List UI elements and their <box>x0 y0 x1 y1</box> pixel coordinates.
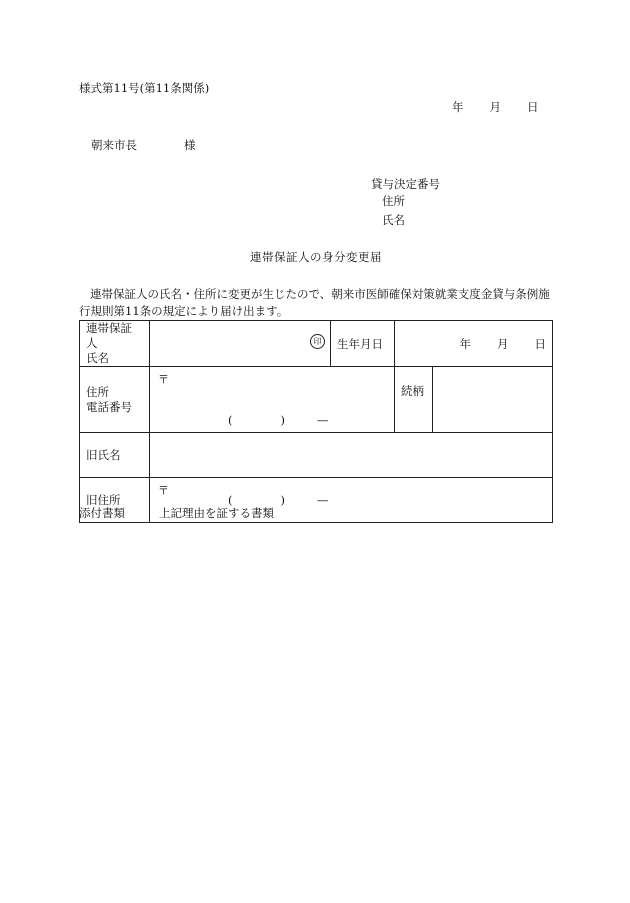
submission-date <box>452 99 539 115</box>
relationship-label: 続柄 <box>395 367 433 433</box>
tel-open-paren: ( <box>228 413 233 427</box>
seal-mark: 印 <box>310 334 325 349</box>
attachments-label: 添付書類 <box>79 506 125 520</box>
guarantor-label-line1: 連帯保証人 <box>86 321 132 350</box>
loan-decision-number-label: 貸与決定番号 <box>371 177 440 191</box>
former-address-label: 旧住所 <box>80 478 150 523</box>
former-tel-open-paren: ( <box>228 493 233 507</box>
dob-month: 月 <box>497 336 509 351</box>
former-name-input[interactable] <box>150 433 553 478</box>
applicant-name-label: 氏名 <box>382 213 405 227</box>
phone-number-field <box>228 413 329 427</box>
honorific: 様 <box>184 138 196 152</box>
body-paragraph: 連帯保証人の氏名・住所に変更が生じたので、朝来市医師確保対策就業支度金貸与条例施行規則第11条の規定により届け出ます。 <box>79 287 550 318</box>
dob-year: 年 <box>459 336 471 351</box>
attachment-document: 上記理由を証する書類 <box>159 506 274 520</box>
phone-label: 電話番号 <box>86 399 132 414</box>
address-label: 住所 <box>86 384 109 399</box>
guarantor-label-line2: 氏名 <box>86 351 109 365</box>
document-title: 連帯保証人の身分変更届 <box>250 250 382 264</box>
former-name-row <box>80 433 553 478</box>
former-postal-mark: 〒 <box>158 484 169 497</box>
former-name-label: 旧氏名 <box>80 433 150 478</box>
postal-mark: 〒 <box>158 373 169 386</box>
guarantor-name-row <box>80 321 553 367</box>
attachments <box>79 505 274 521</box>
guarantor-change-table <box>79 320 553 523</box>
body-text <box>79 286 554 320</box>
address-row <box>80 367 553 433</box>
dob-input[interactable] <box>395 321 553 367</box>
address-phone-input[interactable] <box>150 367 395 433</box>
addressee <box>91 137 196 153</box>
date-day: 日 <box>527 100 539 114</box>
guarantor-name-input[interactable] <box>150 321 331 367</box>
date-month: 月 <box>489 100 501 114</box>
former-tel-close-paren: ) <box>280 493 285 507</box>
former-tel-dash: — <box>317 493 329 507</box>
guarantor-name-label <box>80 321 150 367</box>
relationship-input[interactable] <box>433 367 553 433</box>
dob-day: 日 <box>534 336 546 351</box>
addressee-name: 朝来市長 <box>91 138 137 152</box>
date-year: 年 <box>452 100 464 114</box>
dob-label: 生年月日 <box>331 321 395 367</box>
tel-dash: — <box>317 413 329 427</box>
form-number: 様式第11号(第11条関係) <box>79 81 210 95</box>
applicant-address-label: 住所 <box>382 194 405 208</box>
tel-close-paren: ) <box>280 413 285 427</box>
address-phone-label <box>80 367 150 433</box>
